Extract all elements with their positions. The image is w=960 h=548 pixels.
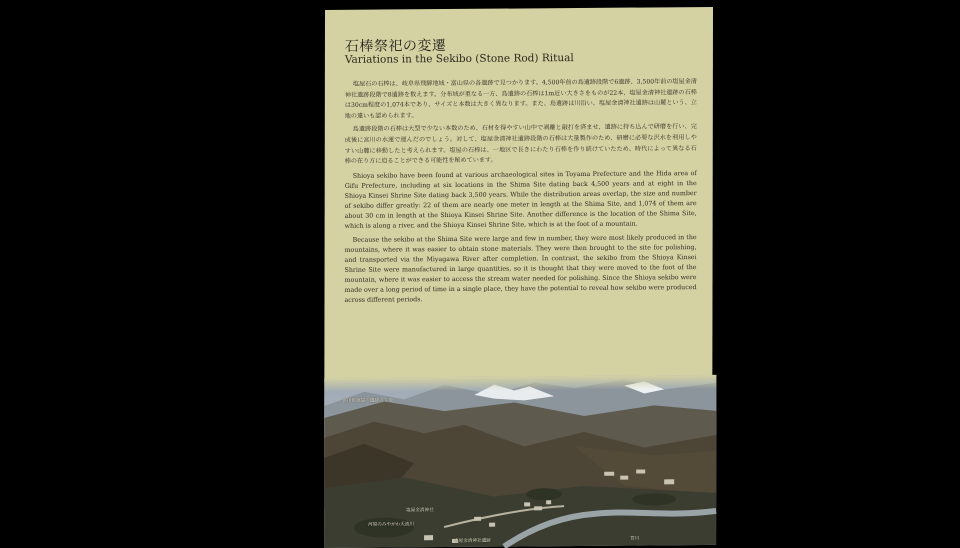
photo-label-river-site: 河原のみやがわ天流川 [368,522,415,528]
aerial-valley-photo [324,375,716,548]
sign-body-text [344,77,696,309]
paragraph-en-1: Shioya sekibo have been found at various archaeological sites in Toyama Prefecture and the Hida area of Gifu Prefecture, including at six locations in the Shima Site dating back 4,500 years and at eight in the Shioya Kinsei Shrine Site dating back 3,500 years. While the distribution areas overlap, the size and number of sekibo differ greatly: 22 of them are nearly one meter in length at the Shima Site, and 1,074 of them are about 30 cm in length at the Shioya Kinsei Shrine Site. Another difference is the location of the Shima Site, which is along a river, and the Shioya Kinsei Shrine Site, which is at the foot of a mountain. [344,169,697,230]
paragraph-ja-1: 塩屋石の石棒は、岐阜県飛騨地域・富山県の各遺跡で見つかります。4,500年前の島遺跡段階で6遺跡、3,500年前の塩屋金清神社遺跡段階で8遺跡を数えます。分布域が重なる一方、島遺跡の石棒は1m近い大きさをものが22本、塩屋金清神社遺跡の石棒は30cm程度の1,074本であり、サイズと本数は大きく異なります。また、島遺跡は川沿い、塩屋金清神社遺跡は山麓という、立地の違いも認められます。 [344,78,697,120]
photo-label-shrine-site: 塩屋金清神社遺跡 [454,538,491,544]
title-japanese: 石棒祭祀の変遷 [344,38,447,55]
paragraph-en-2: Because the sekibo at the Shima Site were large and few in number, they were most likely produced in the mountains, where it was easier to obtain stone materials. They were then brought to the site for polishing, and transported via the Miyagawa River after completion. In contrast, the sekibo from the Shioya Kinsei Shrine Site were manufactured in large quantities, so it is thought that they were moved to the foot of the mountain, where it was easier to access the stream water needed for polishing. Since the Shioya sekibo were made over a long period of time in a single place, they have the potential to reveal how sekibo were produced across different periods. [344,233,697,304]
information-sign [324,7,713,544]
photo-label-miyagawa: 宮川 [630,536,640,542]
photo-label-site-location: 宮川町塩屋の遺跡の立地 [342,398,393,404]
photo-label-shrine: 塩屋金清神社 [406,508,434,514]
paragraph-ja-2: 島遺跡段階の石棒は大型で少ない本数のため、石材を得やすい山中で剥離と敲打を済ませ、遺跡に持ち込んで研磨を行い、完成後に宮川の水運で運んだのでしょう。対して、塩屋金清神社遺跡段階の石棒は大量製作のため、研磨に必要な沢水を利用しやすい山麓に移動したと考えられます。塩屋の石棒は、一地区で長きにわたり石棒を作り続けていたため、時代によって異なる石棒の在り方に迫ることができる可能性を秘めています。 [344,123,697,166]
title-english: Variations in the Sekibo (Stone Rod) Ritual [344,52,574,66]
